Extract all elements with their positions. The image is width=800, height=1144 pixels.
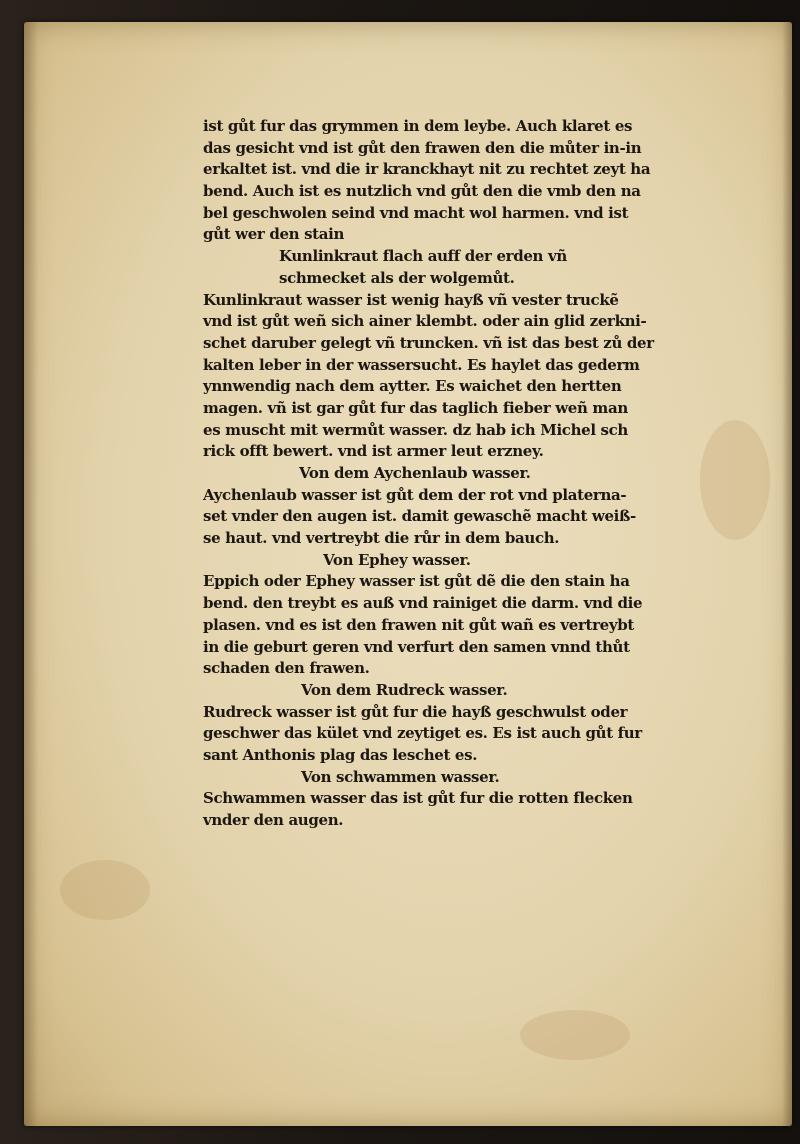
text-line: bend. den treybt es auß vnd rainiget die darm. vnd die <box>203 594 643 613</box>
text-line: se haut. vnd vertreybt die růr in dem bauch. <box>203 529 560 548</box>
text-line: Kunlinkraut wasser ist wenig hayß vñ vester truckẽ <box>203 290 619 309</box>
page-fore-edge-shadow <box>782 22 792 1126</box>
text-line: Rudreck wasser ist gůt fur die hayß geschwulst oder <box>203 702 628 721</box>
text-line: magen. vñ ist gar gůt fur das taglich fieber weñ man <box>203 398 628 417</box>
paper-stain <box>520 1010 630 1060</box>
text-line: sant Anthonis plag das leschet es. <box>203 745 478 764</box>
paper-stain <box>60 860 150 920</box>
section-heading: Von schwammen wasser. <box>301 767 500 786</box>
text-line: plasen. vnd es ist den frawen nit gůt wañ es vertreybt <box>203 615 634 634</box>
text-line: es muscht mit wermůt wasser. dz hab ich Michel sch <box>203 420 628 439</box>
text-line: vnder den augen. <box>203 811 344 829</box>
text-line: Eppich oder Ephey wasser ist gůt dẽ die den stain ha <box>203 572 630 591</box>
text-line: in die geburt geren vnd verfurt den samen vnnd thůt <box>203 637 630 656</box>
text-line: ynnwendig nach dem aytter. Es waichet den hertten <box>203 377 622 396</box>
text-line: vnd ist gůt weñ sich ainer klembt. oder ain glid zerkni- <box>203 312 647 331</box>
text-line: bel geschwolen seind vnd macht wol harmen. vnd ist <box>203 203 629 222</box>
text-line: Schwammen wasser das ist gůt fur die rotten flecken <box>203 789 633 808</box>
text-line: ist gůt fur das grymmen in dem leybe. Auch klaret es <box>203 117 633 135</box>
page-gutter-shadow <box>24 22 38 1126</box>
text-line: rick offt bewert. vnd ist armer leut erzney. <box>203 442 544 461</box>
printed-text-block <box>203 116 673 832</box>
text-line: gůt wer den stain <box>203 225 345 244</box>
section-heading: schmecket als der wolgemůt. <box>279 268 515 287</box>
text-line: geschwer das kület vnd zeytiget es. Es ist auch gůt fur <box>203 724 642 743</box>
text-line: Aychenlaub wasser ist gůt dem der rot vnd platerna- <box>203 485 627 504</box>
text-line: bend. Auch ist es nutzlich vnd gůt den die vmb den na <box>203 182 641 201</box>
text-line: kalten leber in der wassersucht. Es haylet das gederm <box>203 355 640 374</box>
text-line: erkaltet ist. vnd die ir kranckhayt nit zu rechtet zeyt ha <box>203 160 651 179</box>
paper-stain <box>700 420 770 540</box>
section-heading: Von dem Aychenlaub wasser. <box>299 464 531 482</box>
section-heading: Kunlinkraut flach auff der erden vñ <box>279 247 567 266</box>
section-heading: Von Ephey wasser. <box>323 550 471 569</box>
section-heading: Von dem Rudreck wasser. <box>301 680 508 699</box>
text-line: set vnder den augen ist. damit gewaschẽ macht weiß- <box>203 507 636 526</box>
text-line: schet daruber gelegt vñ truncken. vñ ist das best zů der <box>203 333 654 352</box>
text-line: das gesicht vnd ist gůt den frawen den die můter in-in <box>203 138 642 157</box>
text-line: schaden den frawen. <box>203 659 370 678</box>
